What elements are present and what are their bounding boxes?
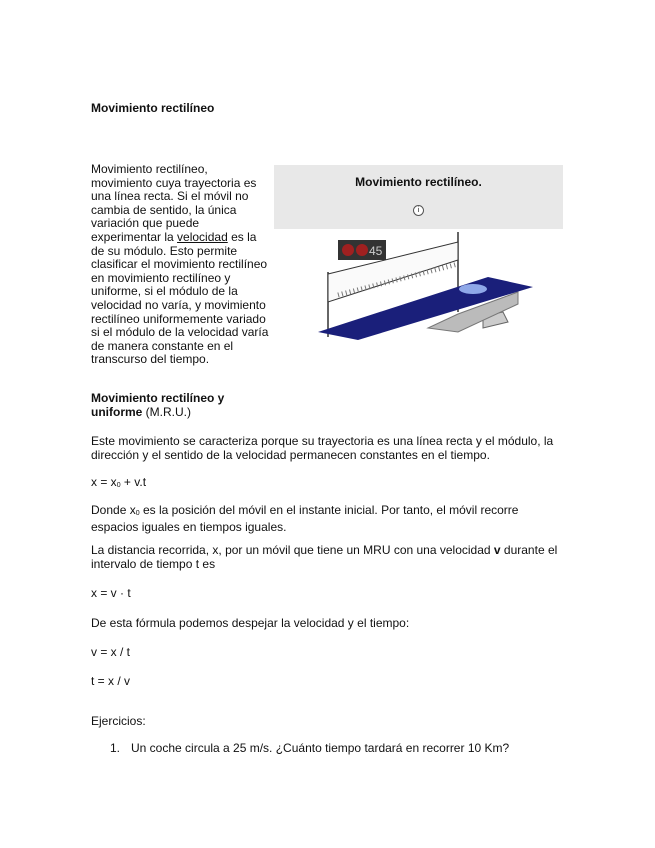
exercise-item <box>110 741 510 755</box>
text-line: movimiento cuya trayectoria es <box>91 175 257 190</box>
text-line <box>91 231 268 245</box>
heading-line: Movimiento rectilíneo y <box>91 391 225 405</box>
text-line: uniforme, si el módulo de la <box>91 284 238 299</box>
formula-position: $x = x_0 + v.t$ <box>91 475 147 489</box>
exercise-number: 1. <box>110 741 121 755</box>
paragraph-1 <box>91 435 553 462</box>
text-fragment: experimentar la <box>91 229 178 244</box>
text-fragment: es la <box>227 229 257 244</box>
motion-illustration <box>318 232 538 340</box>
toy-car <box>459 284 487 294</box>
text-line: espacios iguales en tiempos iguales. <box>91 519 287 534</box>
text-line: en movimiento rectilíneo y <box>91 270 231 285</box>
text-line: clasificar el movimiento rectilíneo <box>91 257 268 272</box>
text-line: variación que puede <box>91 216 200 231</box>
text-line: Movimiento rectilíneo, <box>91 162 208 176</box>
figure-caption-box <box>274 165 563 229</box>
heading-line: uniforme <box>91 404 143 419</box>
exercises-label: Ejercicios: <box>91 714 146 728</box>
timer-digits: 45 <box>369 244 383 258</box>
page-title: Movimiento rectilíneo <box>91 101 215 115</box>
intro-paragraph <box>91 163 268 367</box>
figure-title: Movimiento rectilíneo. <box>355 175 482 189</box>
text-line: si el módulo de la velocidad varía <box>91 325 269 340</box>
mru-heading <box>91 392 224 419</box>
text-line: de manera constante en el <box>91 338 234 353</box>
text-line: Este movimiento se caracteriza porque su trayectoria es una línea recta y el módulo, la <box>91 434 554 448</box>
formula-velocity: v = x / t <box>91 645 131 659</box>
formula-time: t = x / v <box>91 674 131 688</box>
exercise-text: Un coche circula a 25 m/s. ¿Cuánto tiempo tardará en recorrer 10 Km? <box>131 741 510 755</box>
text-line: cambia de sentido, la única <box>91 202 237 217</box>
info-icon[interactable]: i <box>413 205 424 216</box>
velocidad-link[interactable]: velocidad <box>177 229 228 244</box>
text-line: de su módulo. Esto permite <box>91 243 238 258</box>
paragraph-3: La distancia recorrida, x, por un móvil que tiene un MRU con una velocidad v durante el intervalo de tiempo t es <box>91 543 558 571</box>
text-line: transcurso del tiempo. <box>91 352 210 367</box>
text-line: intervalo de tiempo t es <box>91 556 216 571</box>
heading-suffix: (M.R.U.) <box>142 404 191 419</box>
paragraph-2: Donde $x_0$ es la posición del móvil en el instante inicial. Por tanto, el móvil recorre espacios iguales en tiempos iguales. <box>91 503 519 534</box>
text-line: rectilíneo uniformemente variado <box>91 311 266 326</box>
formula-distance: x = v · t <box>91 586 131 600</box>
text-line: una línea recta. Si el móvil no <box>91 189 249 204</box>
paragraph-4: De esta fórmula podemos despejar la velocidad y el tiempo: <box>91 616 410 630</box>
text-line: velocidad no varía, y movimiento <box>91 297 266 312</box>
text-line: dirección y el sentido de la velocidad permanecen constantes en el tiempo. <box>91 447 490 462</box>
